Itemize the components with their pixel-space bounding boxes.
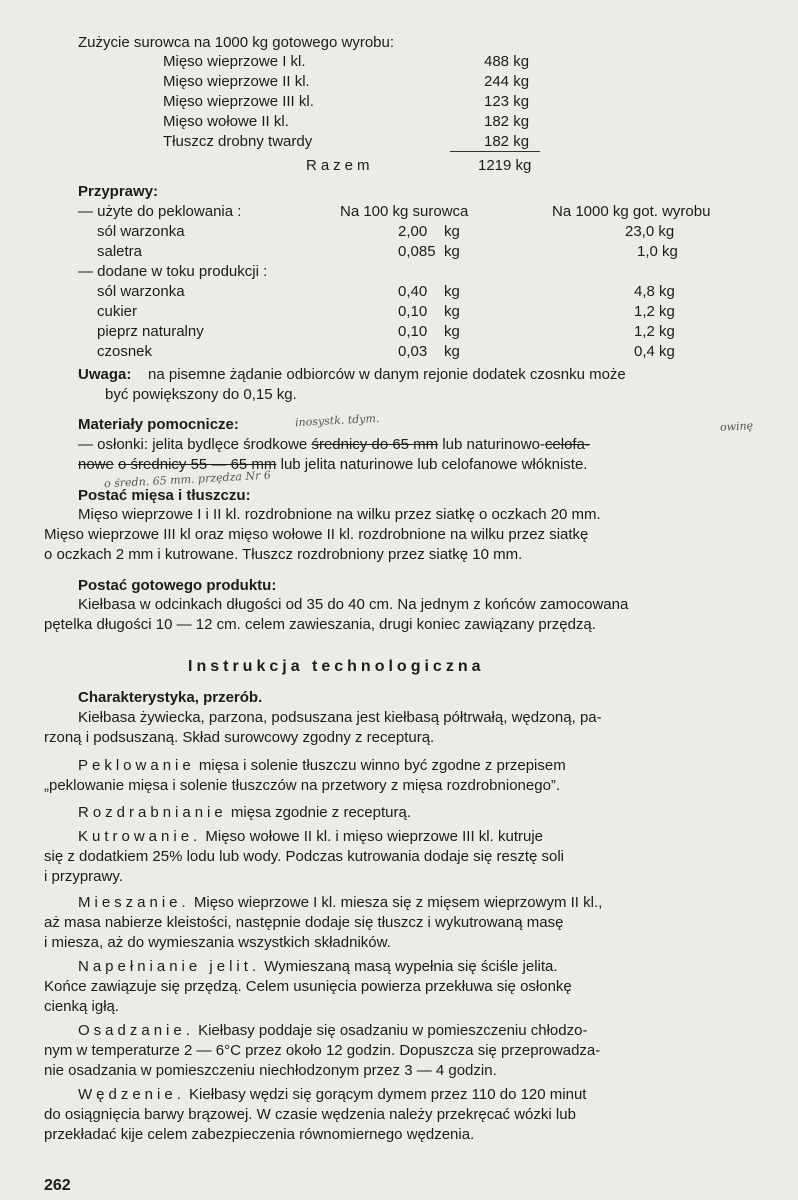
struck-text: o średnicy 55 — 65 mm	[118, 456, 277, 473]
handwritten-note: owinę	[719, 419, 754, 434]
note-text: być powiększony do 0,15 kg.	[105, 386, 297, 403]
spices-title: Przyprawy:	[78, 183, 159, 200]
spice-value-100: 0,10	[398, 323, 428, 340]
body-text-part: mięsa zgodnie z recepturą.	[230, 804, 412, 821]
raw-item-name: Mięso wieprzowe I kl.	[163, 53, 306, 70]
section-heading: Instrukcja technologiczna	[188, 658, 485, 675]
spaced-lead: Osadzanie.	[78, 1022, 194, 1039]
spice-value-1000: 4,8 kg	[634, 283, 675, 300]
spice-value-100: 0,40	[398, 283, 428, 300]
spice-value-100: 0,03	[398, 343, 428, 360]
raw-item-qty: 488 kg	[484, 53, 530, 70]
spice-name: czosnek	[97, 343, 153, 360]
spice-name: sól warzonka	[97, 283, 185, 300]
spice-name: sól warzonka	[97, 223, 185, 240]
meat-form-title: Postać mięsa i tłuszczu:	[78, 487, 251, 504]
spices-col2-header: Na 1000 kg got. wyrobu	[552, 203, 711, 220]
materials-text-part: lub naturinowo-	[442, 436, 545, 453]
spaced-lead: Wędzenie.	[78, 1086, 185, 1103]
spice-value-1000: 23,0 kg	[625, 223, 675, 240]
body-text: Końce zawiązuje się przędzą. Celem usunięcia powierza przekłuwa się osłonkę	[44, 978, 572, 995]
raw-item-name: Tłuszcz drobny twardy	[163, 133, 313, 150]
handwritten-note: o średn. 65 mm. przędza Nr 6	[103, 468, 272, 491]
body-text-part: mięsa i solenie tłuszczu winno być zgodne z przepisem	[198, 757, 566, 774]
body-text-part: Kiełbasy poddaje się osadzaniu w pomieszczeniu chłodzo-	[198, 1022, 588, 1039]
spice-value-1000: 0,4 kg	[634, 343, 675, 360]
body-text: Kiełbasa żywiecka, parzona, podsuszana jest kiełbasą półtrwałą, wędzoną, pa-	[78, 709, 602, 726]
spaced-lead: Kutrowanie.	[78, 828, 202, 845]
spice-unit: kg	[444, 323, 460, 340]
raw-item-qty: 123 kg	[484, 93, 530, 110]
spice-value-100: 0,10	[398, 303, 428, 320]
product-form-text: pętelka długości 10 — 12 cm. celem zawieszania, drugi koniec zawiązany przędzą.	[44, 616, 596, 633]
body-text: się z dodatkiem 25% lodu lub wody. Podczas kutrowania dodaje się resztę soli	[44, 848, 565, 865]
spaced-lead: Peklowanie	[78, 757, 195, 774]
meat-form-text: Mięso wieprzowe I i II kl. rozdrobnione na wilku przez siatkę o oczkach 20 mm.	[78, 506, 601, 523]
body-text	[78, 828, 543, 846]
body-text: cienką igłą.	[44, 998, 120, 1015]
raw-item-qty: 244 kg	[484, 73, 530, 90]
spice-value-100: 0,085	[398, 243, 436, 260]
body-text: nym w temperaturze 2 — 6°C przez około 12 godzin. Dopuszcza się przeprowadza-	[44, 1042, 601, 1059]
body-text-part: Kiełbasy wędzi się gorącym dymem przez 110 do 120 minut	[189, 1086, 587, 1103]
meat-form-text: Mięso wieprzowe III kl oraz mięso wołowe II kl. rozdrobnione na wilku przez siatkę	[44, 526, 589, 543]
body-text: „peklowanie mięsa i solenie tłuszczów na przetwory z mięsa rozdrobnionego”.	[44, 777, 561, 794]
spice-unit: kg	[444, 343, 460, 360]
raw-item-name: Mięso wołowe II kl.	[163, 113, 289, 130]
body-text: rzoną i podsuszaną. Skład surowcowy zgodny z recepturą.	[44, 729, 435, 746]
spices-col1-header: Na 100 kg surowca	[340, 203, 469, 220]
spice-unit: kg	[444, 223, 460, 240]
raw-item-qty: 182 kg	[484, 113, 530, 130]
body-text	[78, 1022, 587, 1040]
body-text: i miesza, aż do wymieszania wszystkich składników.	[44, 934, 391, 951]
spice-value-1000: 1,0 kg	[637, 243, 678, 260]
body-text: i przyprawy.	[44, 868, 123, 885]
raw-item-name: Mięso wieprzowe III kl.	[163, 93, 314, 110]
spice-name: pieprz naturalny	[97, 323, 204, 340]
body-text	[78, 958, 558, 976]
body-text-part: Mięso wieprzowe I kl. miesza się z mięsem wieprzowym II kl.,	[193, 894, 603, 911]
product-form-title: Postać gotowego produktu:	[78, 577, 277, 594]
spices-group-label: — dodane w toku produkcji :	[78, 263, 268, 280]
body-text: nie osadzania w pomieszczeniu niechłodzonym przez 3 — 4 godzin.	[44, 1062, 497, 1079]
body-text-part: Wymieszaną masą wypełnia się ściśle jelita.	[264, 958, 558, 975]
spice-unit: kg	[444, 243, 460, 260]
raw-item-qty: 182 kg	[484, 133, 530, 150]
body-text	[78, 894, 602, 912]
handwritten-note: inosystk. tdym.	[294, 411, 380, 430]
raw-item-name: Mięso wieprzowe II kl.	[163, 73, 310, 90]
meat-form-text: o oczkach 2 mm i kutrowane. Tłuszcz rozdrobniony przez siatkę 10 mm.	[44, 546, 523, 563]
spice-unit: kg	[444, 303, 460, 320]
struck-text: nowe	[78, 456, 114, 473]
struck-text: średnicy do 65 mm	[311, 436, 439, 453]
characteristics-title: Charakterystyka, przerób.	[78, 689, 263, 706]
note-label: Uwaga:	[78, 366, 132, 383]
materials-text-part: — osłonki: jelita bydlęce środkowe	[78, 436, 308, 453]
sum-rule	[450, 151, 540, 152]
spice-value-1000: 1,2 kg	[634, 303, 675, 320]
spices-group-label: — użyte do peklowania :	[78, 203, 242, 220]
spice-unit: kg	[444, 283, 460, 300]
body-text	[78, 757, 566, 775]
spice-name: cukier	[97, 303, 138, 320]
struck-text: celofa-	[544, 436, 590, 453]
body-text: do osiągnięcia barwy brązowej. W czasie wędzenia należy przekręcać wózki lub	[44, 1106, 576, 1123]
product-form-text: Kiełbasa w odcinkach długości od 35 do 40 cm. Na jednym z końców zamocowana	[78, 596, 629, 613]
spaced-lead: Rozdrabnianie	[78, 804, 227, 821]
materials-text-part: lub jelita naturinowe lub celofanowe włókniste.	[280, 456, 588, 473]
spaced-lead: Napełnianie jelit.	[78, 958, 261, 975]
note-text: na pisemne żądanie odbiorców w danym rejonie dodatek czosnku może	[148, 366, 626, 383]
spice-value-1000: 1,2 kg	[634, 323, 675, 340]
spaced-lead: Mieszanie.	[78, 894, 190, 911]
raw-material-title: Zużycie surowca na 1000 kg gotowego wyrobu:	[78, 34, 395, 51]
page-number: 262	[44, 1177, 71, 1194]
spice-name: saletra	[97, 243, 143, 260]
body-text-part: Mięso wołowe II kl. i mięso wieprzowe III kl. kutruje	[205, 828, 544, 845]
total-label: Razem	[306, 157, 374, 174]
spice-value-100: 2,00	[398, 223, 428, 240]
body-text: przekładać kije celem zabezpieczenia równomiernego wędzenia.	[44, 1126, 475, 1143]
materials-text	[78, 436, 590, 454]
body-text	[78, 1086, 586, 1104]
materials-title: Materiały pomocnicze:	[78, 416, 239, 433]
body-text	[78, 804, 411, 822]
total-qty: 1219 kg	[478, 157, 532, 174]
body-text: aż masa nabierze kleistości, następnie dodaje się tłuszcz i wykutrowaną masę	[44, 914, 564, 931]
materials-text	[78, 456, 587, 474]
